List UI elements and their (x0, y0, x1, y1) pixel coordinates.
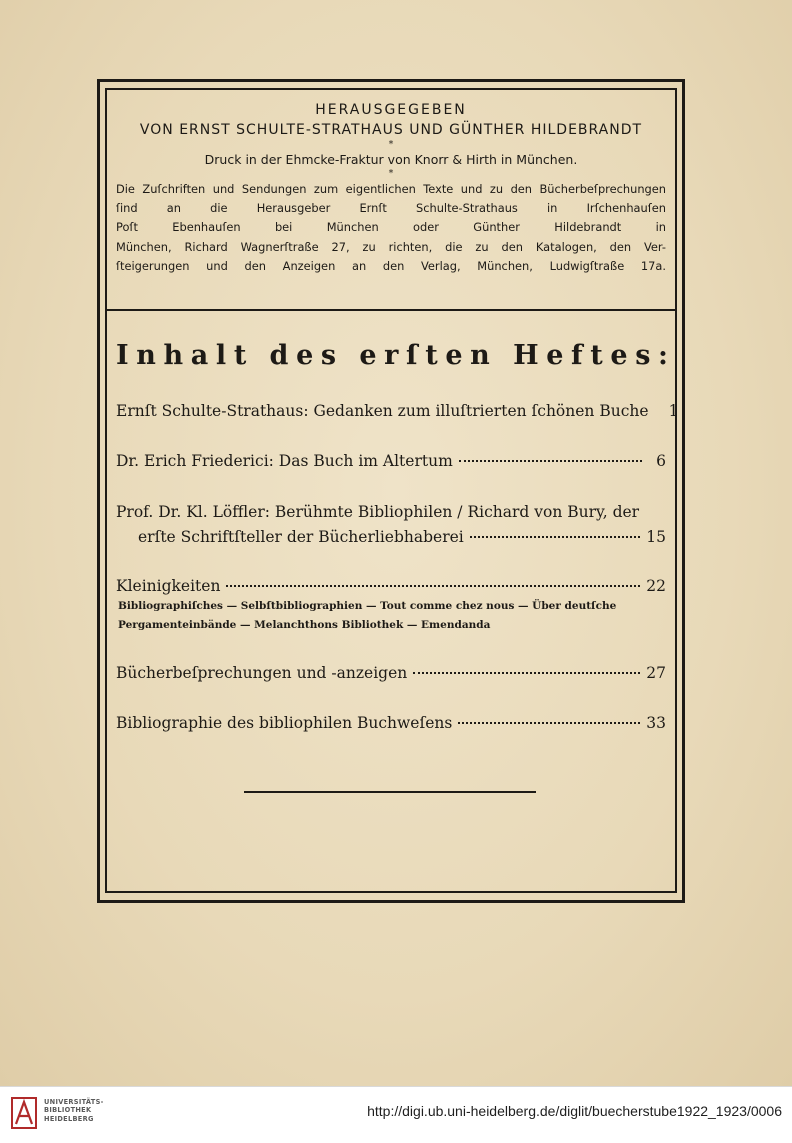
section-divider (105, 309, 677, 311)
dot-leader (470, 535, 641, 538)
address-line: Poſt Ebenhauſen bei München oder Günther Hildebrandt in (116, 220, 666, 235)
title-letter: e (359, 340, 377, 371)
dot-leader (459, 459, 642, 462)
printing-note: Druck in der Ehmcke-Fraktur von Knorr & Hirth in München. (204, 152, 578, 167)
title-letter: s (635, 340, 651, 371)
title-letter: t (233, 340, 247, 371)
title-letter: t (590, 340, 603, 371)
title-letter: n (136, 340, 156, 371)
library-name-line: UNIVERSITÄTS- (44, 1098, 104, 1106)
star-ornament: * (388, 140, 394, 150)
title-letter: : (658, 340, 668, 371)
toc-entry (116, 402, 679, 420)
toc-entry (116, 577, 666, 635)
title-letter: e (546, 340, 564, 371)
title-letter: l (215, 340, 227, 371)
header-line-2: VON ERNST SCHULTE-STRATHAUS UND GÜNTHER HILDEBRANDT (139, 122, 643, 138)
toc-entry (116, 452, 666, 470)
dot-leader (458, 721, 640, 724)
toc-entry-title: Ernſt Schulte-Strathaus: Gedanken zum illuſtrierten ſchönen Buche (116, 402, 649, 420)
title-letter: h (163, 340, 184, 371)
title-letter: I (116, 340, 129, 371)
contents-title (116, 340, 668, 371)
dot-leader (226, 584, 640, 587)
closing-rule (244, 791, 536, 793)
toc-entry-title: Bücherbeſprechungen und -anzeigen (116, 664, 408, 682)
library-name-line: BIBLIOTHEK (44, 1106, 92, 1115)
title-letter: e (445, 340, 463, 371)
toc-subitems-line: Pergamenteinbände — Melanchthons Bibliothek — Emendanda (118, 619, 491, 631)
address-paragraph (112, 180, 670, 276)
toc-page-number: 22 (646, 577, 666, 595)
title-letter: H (513, 340, 539, 371)
title-letter: t (425, 340, 438, 371)
title-letter: a (190, 340, 209, 371)
toc-page-number: 33 (646, 714, 666, 732)
dot-leader (413, 671, 640, 674)
toc-subitems (116, 597, 666, 635)
title-letter: f (571, 340, 583, 371)
toc-entry-title: Kleinigkeiten (116, 577, 221, 595)
address-line: ſteigerungen und den Anzeigen an den Verlag, München, Ludwigſtraße 17a. (116, 258, 666, 273)
toc-entry (116, 503, 666, 546)
toc-entry (116, 664, 666, 682)
toc-entry-title: Dr. Erich Friederici: Das Buch im Altertum (116, 452, 453, 470)
title-letter: e (610, 340, 628, 371)
title-letter: ſ (406, 340, 418, 371)
address-line: Die Zuſchriften und Sendungen zum eigentlichen Texte und zu den Bücherbeſprechungen (116, 182, 666, 196)
address-line: ſind an die Herausgeber Ernſt Schulte-Strathaus in Irſchenhauſen (116, 201, 666, 216)
title-letter: r (384, 340, 399, 371)
header-line-1: HERAUSGEGEBEN (315, 102, 467, 118)
toc-subitems-line: Bibliographiſches — Selbſtbibliographien — Tout comme chez nous — Über deutſche (118, 600, 617, 612)
toc-page-number: 6 (656, 452, 666, 470)
title-letter: n (470, 340, 490, 371)
toc-page-number: 15 (646, 528, 666, 546)
publisher-header (112, 100, 670, 276)
title-letter: d (269, 340, 289, 371)
toc-entry-title: Prof. Dr. Kl. Löffler: Berühmte Bibliophilen / Richard von Bury, der (116, 503, 640, 521)
library-name (44, 1098, 104, 1123)
title-letter: e (296, 340, 314, 371)
toc-page-number: 1 (668, 402, 679, 420)
toc-entry-title: Bibliographie des bibliophilen Buchweſens (116, 714, 453, 732)
star-ornament: * (388, 169, 394, 179)
permalink-url[interactable]: http://digi.ub.uni-heidelberg.de/diglit/buecherstube1922_1923/0006 (367, 1103, 782, 1119)
title-letter: s (320, 340, 337, 371)
address-line: München, Richard Wagnerſtraße 27, zu richten, die zu den Katalogen, den Ver- (116, 239, 666, 254)
toc-page-number: 27 (646, 664, 666, 682)
library-logo-icon (9, 1094, 39, 1134)
toc-entry-title: erſte Schriftſteller der Bücherliebhaberei (138, 528, 464, 546)
library-name-line: HEIDELBERG (44, 1114, 94, 1123)
toc-entry (116, 714, 666, 732)
